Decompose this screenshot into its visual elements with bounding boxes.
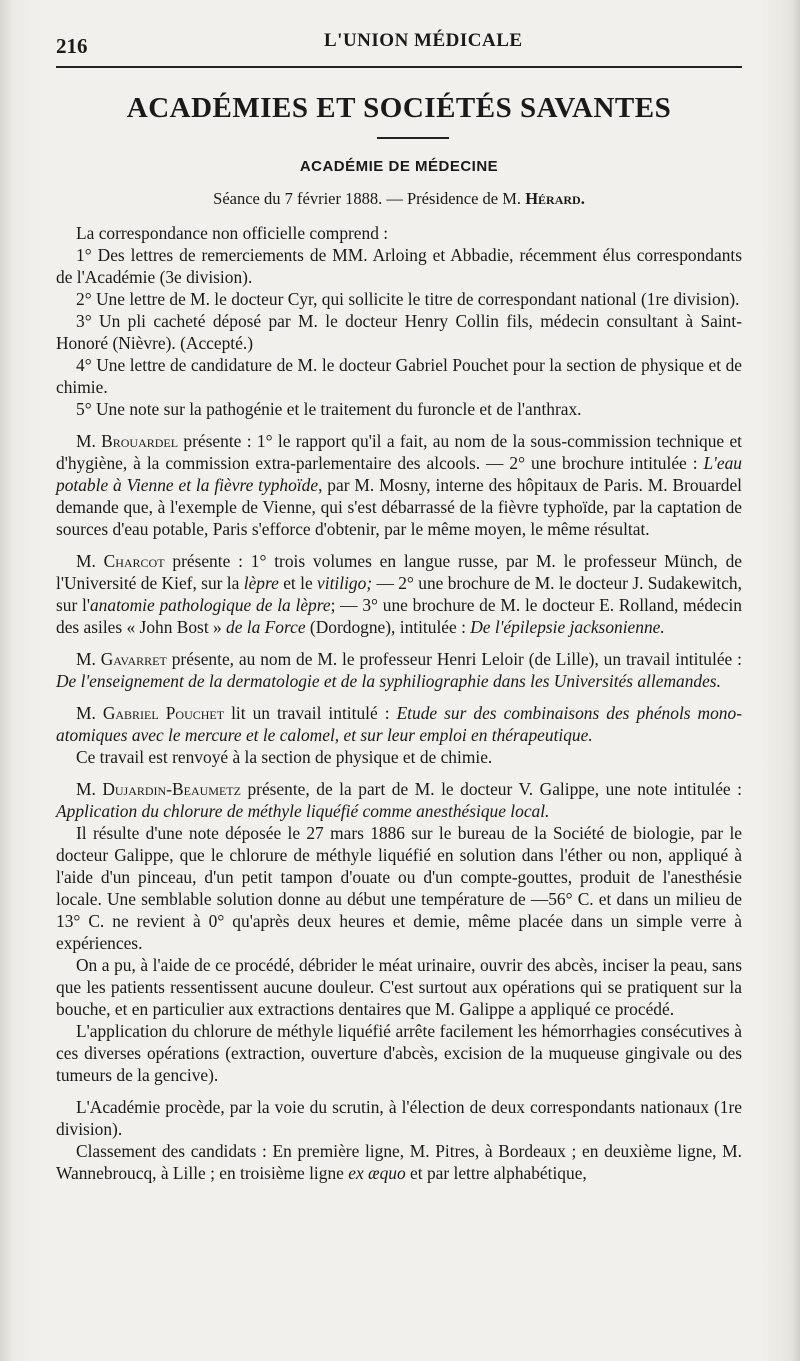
paragraph-item-2: 2° Une lettre de M. le docteur Cyr, qui sollicite le titre de correspondant national (1re division). bbox=[76, 289, 740, 309]
speaker-name: M. Brouardel bbox=[76, 431, 179, 451]
speaker-name: M. Dujardin-Beaumetz bbox=[76, 779, 241, 799]
academy-title: ACADÉMIE DE MÉDECINE bbox=[299, 158, 499, 175]
session-line bbox=[56, 189, 742, 209]
speaker-name: M. Gavarret bbox=[76, 649, 167, 669]
paragraph-item-1: 1° Des lettres de remerciements de MM. Arloing et Abbadie, récemment élus correspondants de l'Académie (3e division). bbox=[56, 245, 742, 287]
president-name: Hérard. bbox=[525, 189, 585, 208]
paragraph-procedure: On a pu, à l'aide de ce procédé, débrider le méat urinaire, ouvrir des abcès, inciser la peau, sans que les patients ressentissent aucune douleur. C'est surtout aux opérations qui se pratiquent sur la bouche, et en particulier aux extractions dentaires que M. Galippe a appliqué ce procédé. bbox=[56, 955, 742, 1019]
paragraph-charcot: M. Charcot présente : 1° trois volumes en langue russe, par M. le professeur Münch, de l'Université de Kief, sur la lèpre et le vitiligo; — 2° une brochure de M. le docteur J. Sudakewitch, sur l'anatomie pathologique de la lèpre; — 3° une brochure de M. le docteur E. Rolland, médecin des asiles « John Bost » de la Force (Dordogne), intitulée : De l'épilepsie jacksonienne. bbox=[56, 551, 743, 637]
paragraph-brouardel: M. Brouardel présente : 1° le rapport qu'il a fait, au nom de la sous-commission technique et d'hygiène, à la commission extra-parlementaire des alcools. — 2° une brochure intitulée : L'eau potable à Vienne et la fièvre typhoïde, par M. Mosny, interne des hôpitaux de Paris. M. Brouardel demande que, à l'exemple de Vienne, qui s'est débarrassé de la fièvre typhoïde, par la captation de sources d'eau potable, Paris s'efforce d'obtenir, par le même moyen, le même résultat. bbox=[56, 431, 743, 539]
paragraph-note-result: Il résulte d'une note déposée le 27 mars 1886 sur le bureau de la Société de biologie, par le docteur Galippe, que le chlorure de méthyle liquéfié en solution dans l'éther ou non, appliqué à l'aide d'un pinceau, d'un petit tampon d'ouate ou d'un compte-gouttes, produit de l'anesthésie locale. Une semblable solution donne au début une température de —56° C. et dans un milieu de 13° C. ne revient à 0° qu'après deux heures et demie, même placée dans un simple verre à expériences. bbox=[56, 823, 742, 953]
work-title: Etude sur des combinaisons des phénols mono-atomiques avec le mercure et le calomel, et sur leur emploi en thérapeutique. bbox=[56, 703, 742, 745]
page-number: 216 bbox=[56, 34, 88, 58]
paragraph-election: L'Académie procède, par la voie du scrutin, à l'élection de deux correspondants nationaux (1re division). bbox=[56, 1097, 742, 1139]
title-divider bbox=[377, 137, 449, 139]
paragraph-pouchet: M. Gabriel Pouchet lit un travail intitulé : Etude sur des combinaisons des phénols mono-atomiques avec le mercure et le calomel, et sur leur emploi en thérapeutique. bbox=[56, 703, 742, 745]
article-body bbox=[56, 222, 742, 1184]
section-title: ACADÉMIES ET SOCIÉTÉS SAVANTES bbox=[126, 92, 672, 124]
work-title: Application du chlorure de méthyle liquéfié comme anesthésique local. bbox=[56, 801, 550, 821]
paragraph-item-4: 4° Une lettre de candidature de M. le docteur Gabriel Pouchet pour la section de physique et de chimie. bbox=[56, 355, 742, 397]
work-title: L'eau potable à Vienne et la fièvre typhoïde bbox=[56, 453, 742, 495]
page-header bbox=[56, 28, 742, 62]
session-text: Séance du 7 février 1888. — Présidence de M. bbox=[213, 189, 522, 208]
running-title: L'UNION MÉDICALE bbox=[324, 30, 523, 51]
paragraph-referral: Ce travail est renvoyé à la section de physique et de chimie. bbox=[76, 747, 493, 767]
paragraph-application: L'application du chlorure de méthyle liquéfié arrête facilement les hémorrhagies consécutives à ces diverses opérations (extraction, ouverture d'abcès, excision de la muqueuse gingivale ou des tumeurs de la gencive). bbox=[56, 1021, 742, 1085]
speaker-name: M. Charcot bbox=[76, 551, 165, 571]
work-title: De l'enseignement de la dermatologie et de la syphiliographie dans les Universités allemandes. bbox=[56, 671, 721, 691]
speaker-name: M. Gabriel Pouchet bbox=[76, 703, 225, 723]
paragraph-intro: La correspondance non officielle comprend : bbox=[76, 223, 389, 243]
paragraph-item-3: 3° Un pli cacheté déposé par M. le docteur Henry Collin fils, médecin consultant à Saint-Honoré (Nièvre). (Accepté.) bbox=[56, 311, 742, 353]
paragraph-candidates: Classement des candidats : En première ligne, M. Pitres, à Bordeaux ; en deuxième ligne, M. Wannebroucq, à Lille ; en troisième ligne ex æquo et par lettre alphabétique, bbox=[56, 1141, 742, 1183]
paragraph-gavarret: M. Gavarret présente, au nom de M. le professeur Henri Leloir (de Lille), un travail intitulée : De l'enseignement de la dermatologie et de la syphiliographie dans les Universités allemandes. bbox=[56, 649, 742, 691]
paragraph-dujardin: M. Dujardin-Beaumetz présente, de la part de M. le docteur V. Galippe, une note intitulée : Application du chlorure de méthyle liquéfié comme anesthésique local. bbox=[56, 779, 742, 821]
paragraph-item-5: 5° Une note sur la pathogénie et le traitement du furoncle et de l'anthrax. bbox=[76, 399, 582, 419]
header-rule bbox=[56, 66, 742, 68]
